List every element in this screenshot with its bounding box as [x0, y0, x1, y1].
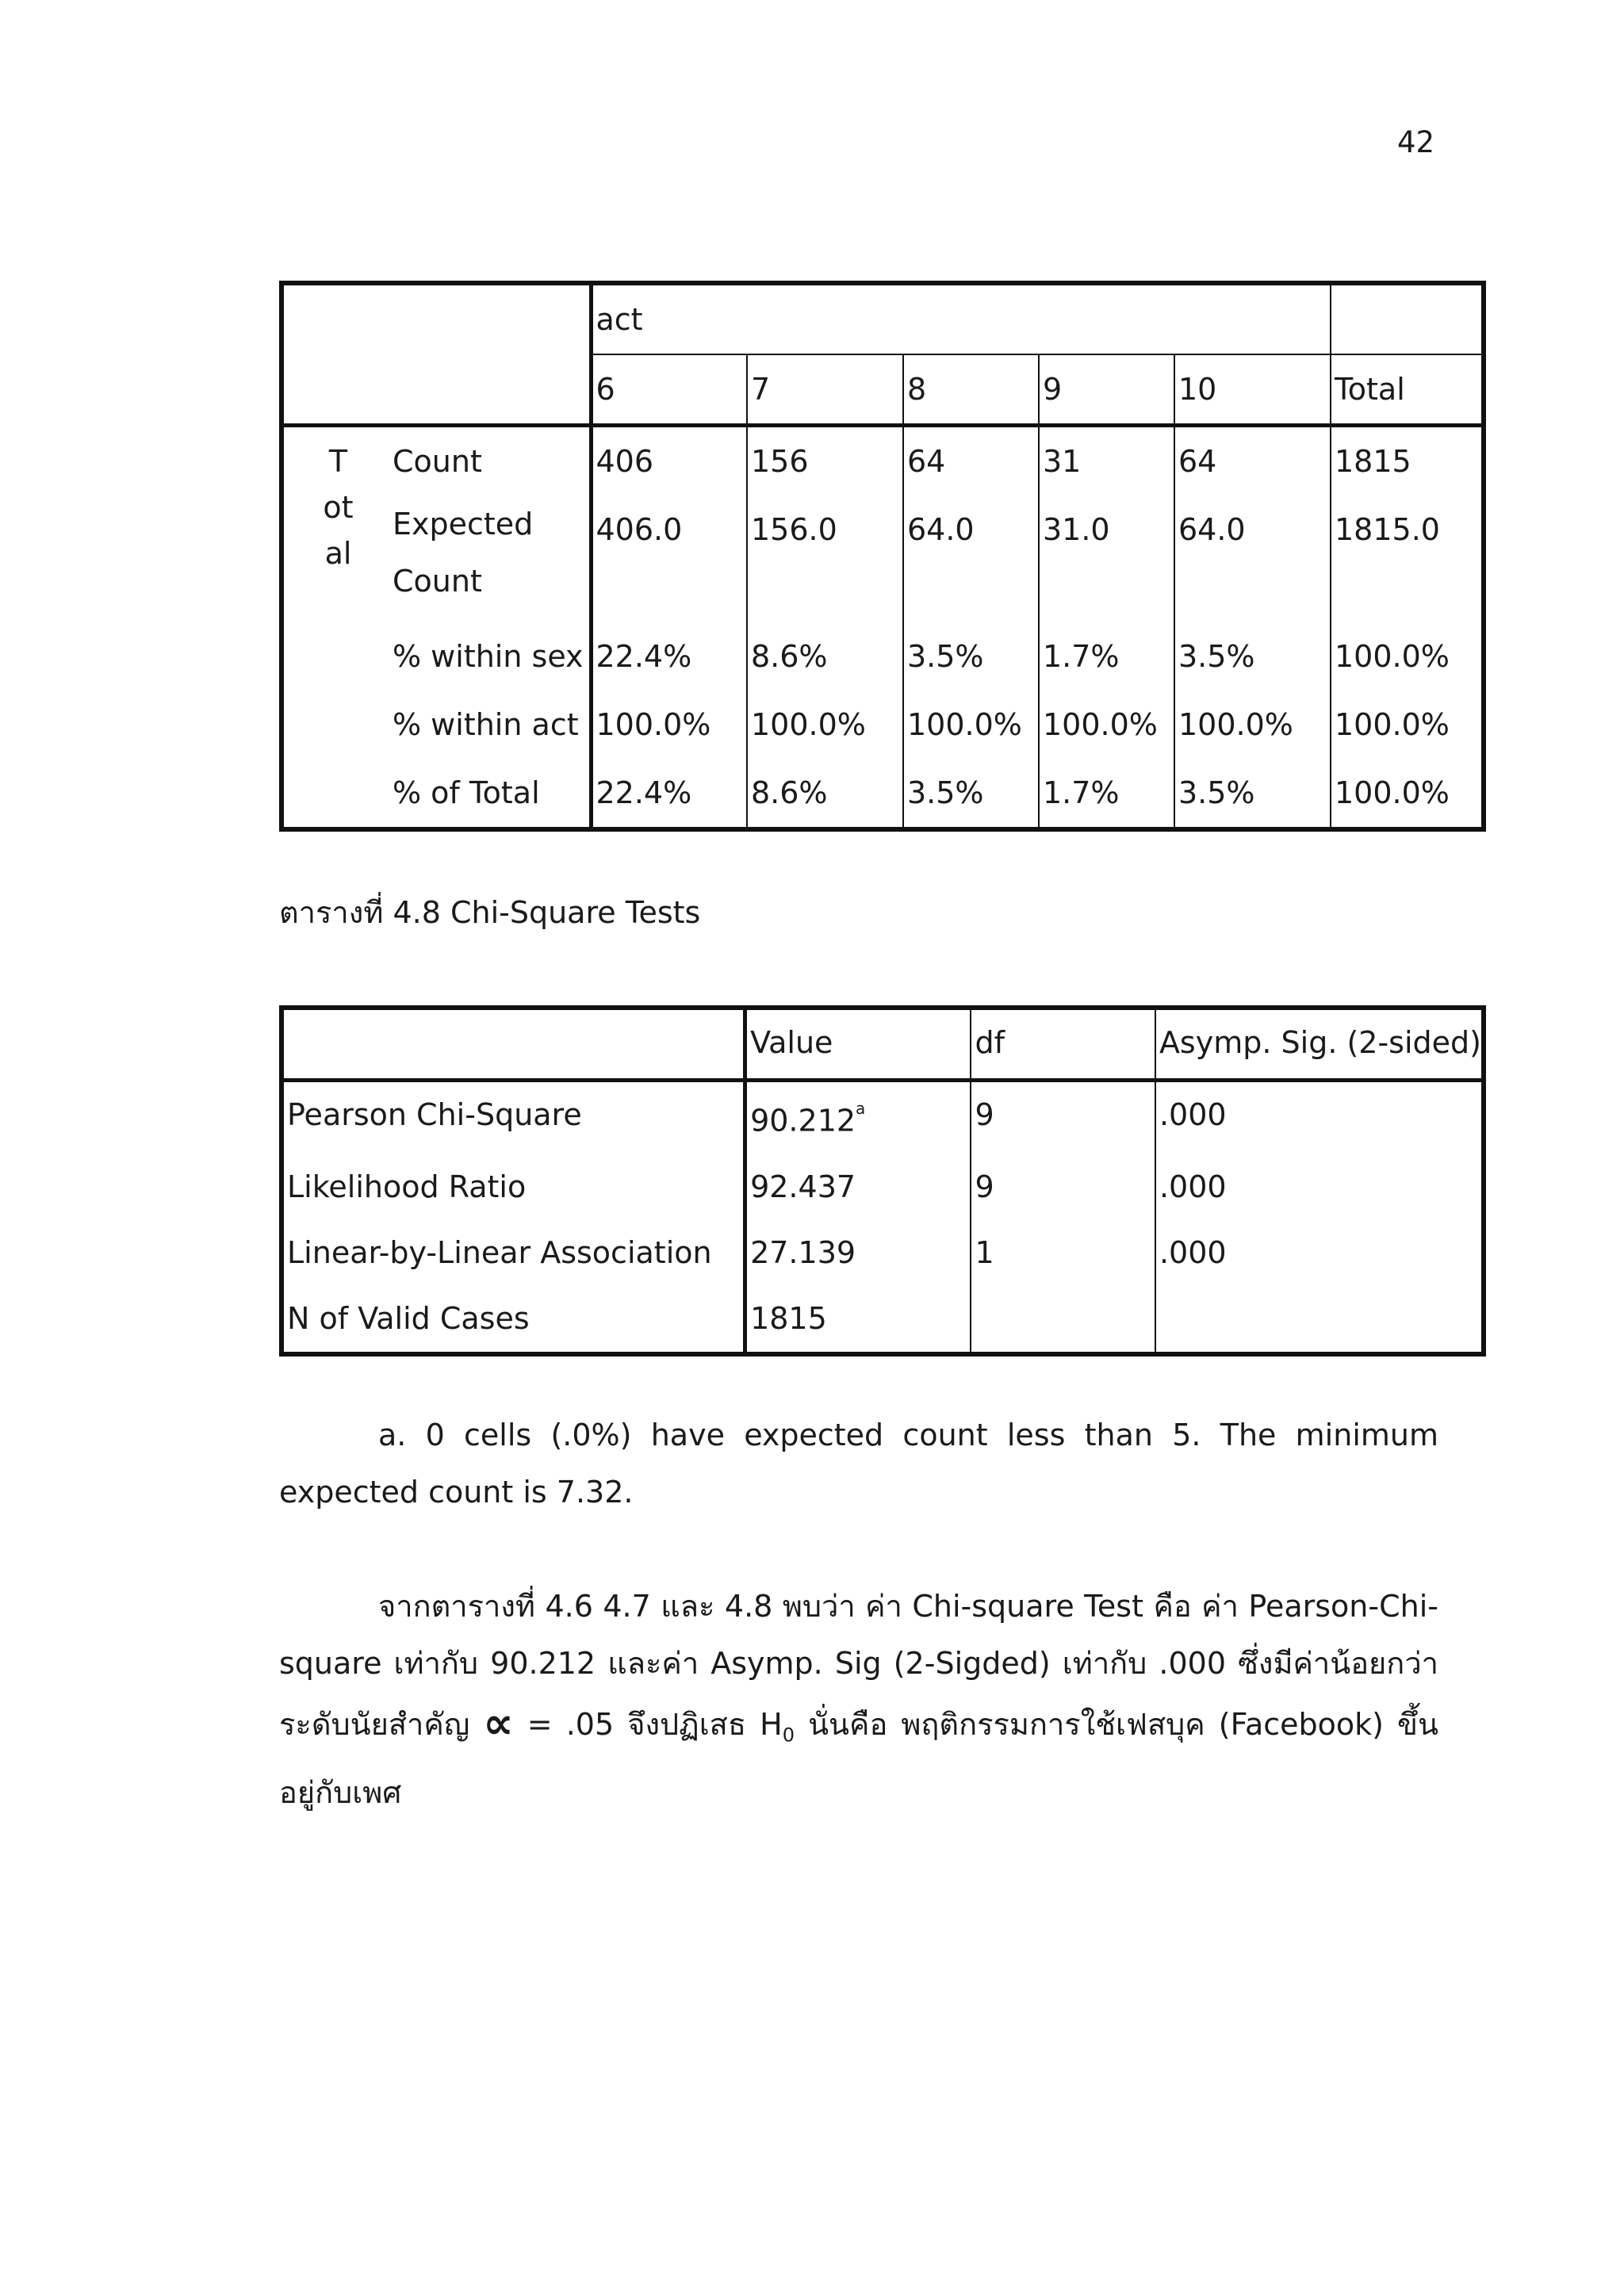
table-footnote: a. 0 cells (.0%) have expected count less than 5. The minimum expected count is 7.32.: [279, 1418, 1438, 1510]
conclusion-paragraph: จากตารางที่ 4.6 4.7 และ 4.8 พบว่า ค่า Chi-square Test คือ ค่า Pearson-Chi-square เท่ากับ 90.212 และค่า Asymp. Sig (2-Sigded) เท่ากับ .000 ซึ่งมีค่าน้อยกว่า ระดับนัยสำคัญ ∝ = .05 จึงปฏิเสธ $H_0$ นั่นคือ พฤติกรรมการใช้เฟสบุค (Facebook) ขึ้นอยู่กับเพศ: [279, 1589, 1438, 1810]
col-header-value: Value: [745, 1008, 971, 1081]
cell: 100.0%: [1039, 691, 1174, 759]
cell: 100.0%: [1174, 691, 1331, 759]
cell-sig: .000: [1155, 1154, 1484, 1220]
table-row: [282, 1154, 1484, 1220]
page-number: 42: [1397, 125, 1435, 159]
col-header-total: Total: [1331, 354, 1484, 426]
alpha-symbol: ∝: [483, 1698, 514, 1748]
cell-df: 9: [971, 1154, 1155, 1220]
cell: 22.4%: [591, 622, 747, 691]
cell: 8.6%: [747, 759, 903, 829]
table-row: [282, 759, 1484, 829]
cell: 3.5%: [1174, 622, 1331, 691]
cell: 3.5%: [903, 759, 1039, 829]
cell-df: [971, 1286, 1155, 1354]
col-header-8: 8: [903, 354, 1039, 426]
cell-sig: [1155, 1286, 1484, 1354]
cell: 100.0%: [747, 691, 903, 759]
table-row: [282, 622, 1484, 691]
total-header-top: [1331, 283, 1484, 354]
cell: 406.0: [591, 496, 747, 622]
cell: 3.5%: [1174, 759, 1331, 829]
row-label: Likelihood Ratio: [287, 1169, 527, 1204]
row-label: Linear-by-Linear Association: [287, 1234, 712, 1270]
cell: 156.0: [747, 496, 903, 622]
col-header-9: 9: [1039, 354, 1174, 426]
table-row: [282, 1081, 1484, 1154]
cell: 1.7%: [1039, 759, 1174, 829]
row-label: % of Total: [393, 775, 540, 810]
cell-sig: .000: [1155, 1220, 1484, 1286]
col-header-6: 6: [591, 354, 747, 426]
cell: 100.0%: [903, 691, 1039, 759]
corner-cell: [282, 1008, 745, 1081]
cell-value: 90.212$^a$: [745, 1081, 971, 1154]
cell: 31.0: [1039, 496, 1174, 622]
cell-sig: .000: [1155, 1081, 1484, 1154]
corner-cell: [282, 283, 591, 426]
cell-value: 92.437: [745, 1154, 971, 1220]
cell-value: 1815: [745, 1286, 971, 1354]
crosstab-total-table: [279, 281, 1486, 832]
cell: 64: [1174, 426, 1331, 496]
cell-df: 9: [971, 1081, 1155, 1154]
cell: 64: [903, 426, 1039, 496]
cell-df: 1: [971, 1220, 1155, 1286]
col-header-df: df: [971, 1008, 1155, 1081]
row-label: % within act: [393, 707, 579, 742]
cell: 156: [747, 426, 903, 496]
cell: 64.0: [903, 496, 1039, 622]
cell: 64.0: [1174, 496, 1331, 622]
cell: 406: [591, 426, 747, 496]
table-row: [282, 691, 1484, 759]
act-header: act: [591, 283, 1331, 354]
row-label: N of Valid Cases: [287, 1300, 530, 1336]
cell: 22.4%: [591, 759, 747, 829]
footnote-marker: a: [856, 1099, 866, 1118]
header-row: [282, 1008, 1484, 1081]
cell: 100.0%: [1331, 759, 1484, 829]
cell: 1.7%: [1039, 622, 1174, 691]
cell-value: 27.139: [745, 1220, 971, 1286]
row-label: Pearson Chi-Square: [287, 1097, 582, 1132]
table-row: [282, 426, 1484, 496]
row-label: Expected Count: [393, 507, 534, 599]
col-header-10: 10: [1174, 354, 1331, 426]
table-row: [282, 1220, 1484, 1286]
chi-square-table: [279, 1005, 1486, 1357]
cell: 3.5%: [903, 622, 1039, 691]
cell: 100.0%: [591, 691, 747, 759]
cell: 1815: [1331, 426, 1484, 496]
total-row-label: T ot al: [323, 444, 354, 571]
header-row-act: [282, 283, 1484, 354]
table-row: [282, 496, 1484, 622]
cell: 100.0%: [1331, 622, 1484, 691]
table-caption: ตารางที่ 4.8 Chi-Square Tests: [279, 895, 701, 930]
cell: 100.0%: [1331, 691, 1484, 759]
col-header-7: 7: [747, 354, 903, 426]
table-row: [282, 1286, 1484, 1354]
col-header-sig: Asymp. Sig. (2-sided): [1155, 1008, 1484, 1081]
row-label: % within sex: [393, 639, 584, 674]
cell: 1815.0: [1331, 496, 1484, 622]
cell: 31: [1039, 426, 1174, 496]
row-label: Count: [393, 444, 482, 479]
cell: 8.6%: [747, 622, 903, 691]
